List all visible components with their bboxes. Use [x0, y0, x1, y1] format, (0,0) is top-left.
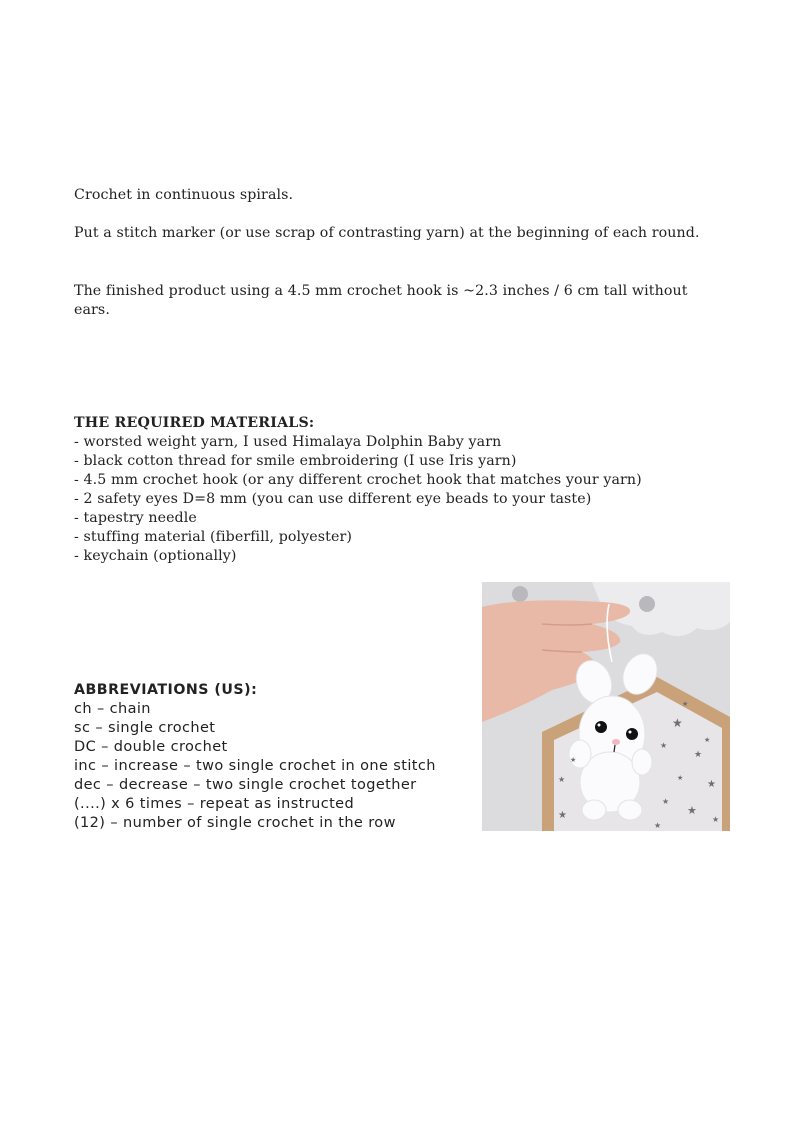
bunny-nose — [612, 739, 620, 745]
abbreviations-list — [74, 700, 436, 833]
star: ★ — [704, 736, 711, 744]
star: ★ — [694, 750, 703, 760]
materials-heading: THE REQUIRED MATERIALS: — [74, 415, 315, 431]
materials-list — [74, 433, 642, 566]
materials-item: - black cotton thread for smile embroidering (I use Iris yarn) — [74, 453, 517, 469]
star: ★ — [662, 797, 670, 806]
intro-spirals-text: Crochet in continuous spirals. — [74, 187, 294, 203]
star: ★ — [677, 774, 684, 782]
materials-item: - 4.5 mm crochet hook (or any different crochet hook that matches your yarn) — [74, 472, 642, 488]
eye-highlight — [598, 724, 601, 727]
abbreviations-section — [74, 681, 436, 833]
star: ★ — [654, 821, 662, 830]
star: ★ — [712, 815, 720, 824]
materials-item: - worsted weight yarn, I used Himalaya Dolphin Baby yarn — [74, 434, 502, 450]
abbreviation-item: ch – chain — [74, 701, 151, 717]
bunny-right-eye — [626, 728, 638, 740]
materials-item: - 2 safety eyes D=8 mm (you can use different eye beads to your taste) — [74, 491, 592, 507]
cloud-knob — [639, 596, 655, 612]
star: ★ — [558, 775, 566, 784]
intro-stitch-marker-text: Put a stitch marker (or use scrap of contrasting yarn) at the beginning of each round. — [74, 225, 700, 241]
intro-finished-size-text: The finished product using a 4.5 mm crochet hook is ~2.3 inches / 6 cm tall without ears. — [74, 283, 688, 318]
star: ★ — [570, 756, 577, 764]
materials-item: - keychain (optionally) — [74, 548, 237, 564]
star: ★ — [687, 804, 697, 817]
bunny-left-foot — [582, 800, 606, 820]
bunny-right-foot — [618, 800, 642, 820]
star: ★ — [682, 700, 689, 708]
star: ★ — [707, 779, 716, 790]
eye-highlight — [629, 731, 632, 734]
materials-item: - tapestry needle — [74, 510, 197, 526]
star: ★ — [558, 810, 567, 821]
abbreviation-item: (12) – number of single crochet in the row — [74, 815, 396, 831]
abbreviation-item: DC – double crochet — [74, 739, 228, 755]
abbreviation-item: inc – increase – two single crochet in one stitch — [74, 758, 436, 774]
bunny-left-eye — [595, 721, 607, 733]
abbreviation-item: sc – single crochet — [74, 720, 216, 736]
abbreviation-item: (....) x 6 times – repeat as instructed — [74, 796, 355, 812]
bunny-right-arm — [632, 749, 652, 775]
bunny-keychain-photo — [482, 582, 730, 831]
star: ★ — [672, 716, 683, 730]
materials-item: - stuffing material (fiberfill, polyester) — [74, 529, 352, 545]
bunny-photo-illustration — [482, 582, 730, 831]
abbreviations-heading: ABBREVIATIONS (US): — [74, 682, 258, 698]
materials-section — [74, 414, 642, 566]
star: ★ — [660, 741, 668, 750]
cloud-knob — [512, 586, 528, 602]
abbreviation-item: dec – decrease – two single crochet together — [74, 777, 417, 793]
